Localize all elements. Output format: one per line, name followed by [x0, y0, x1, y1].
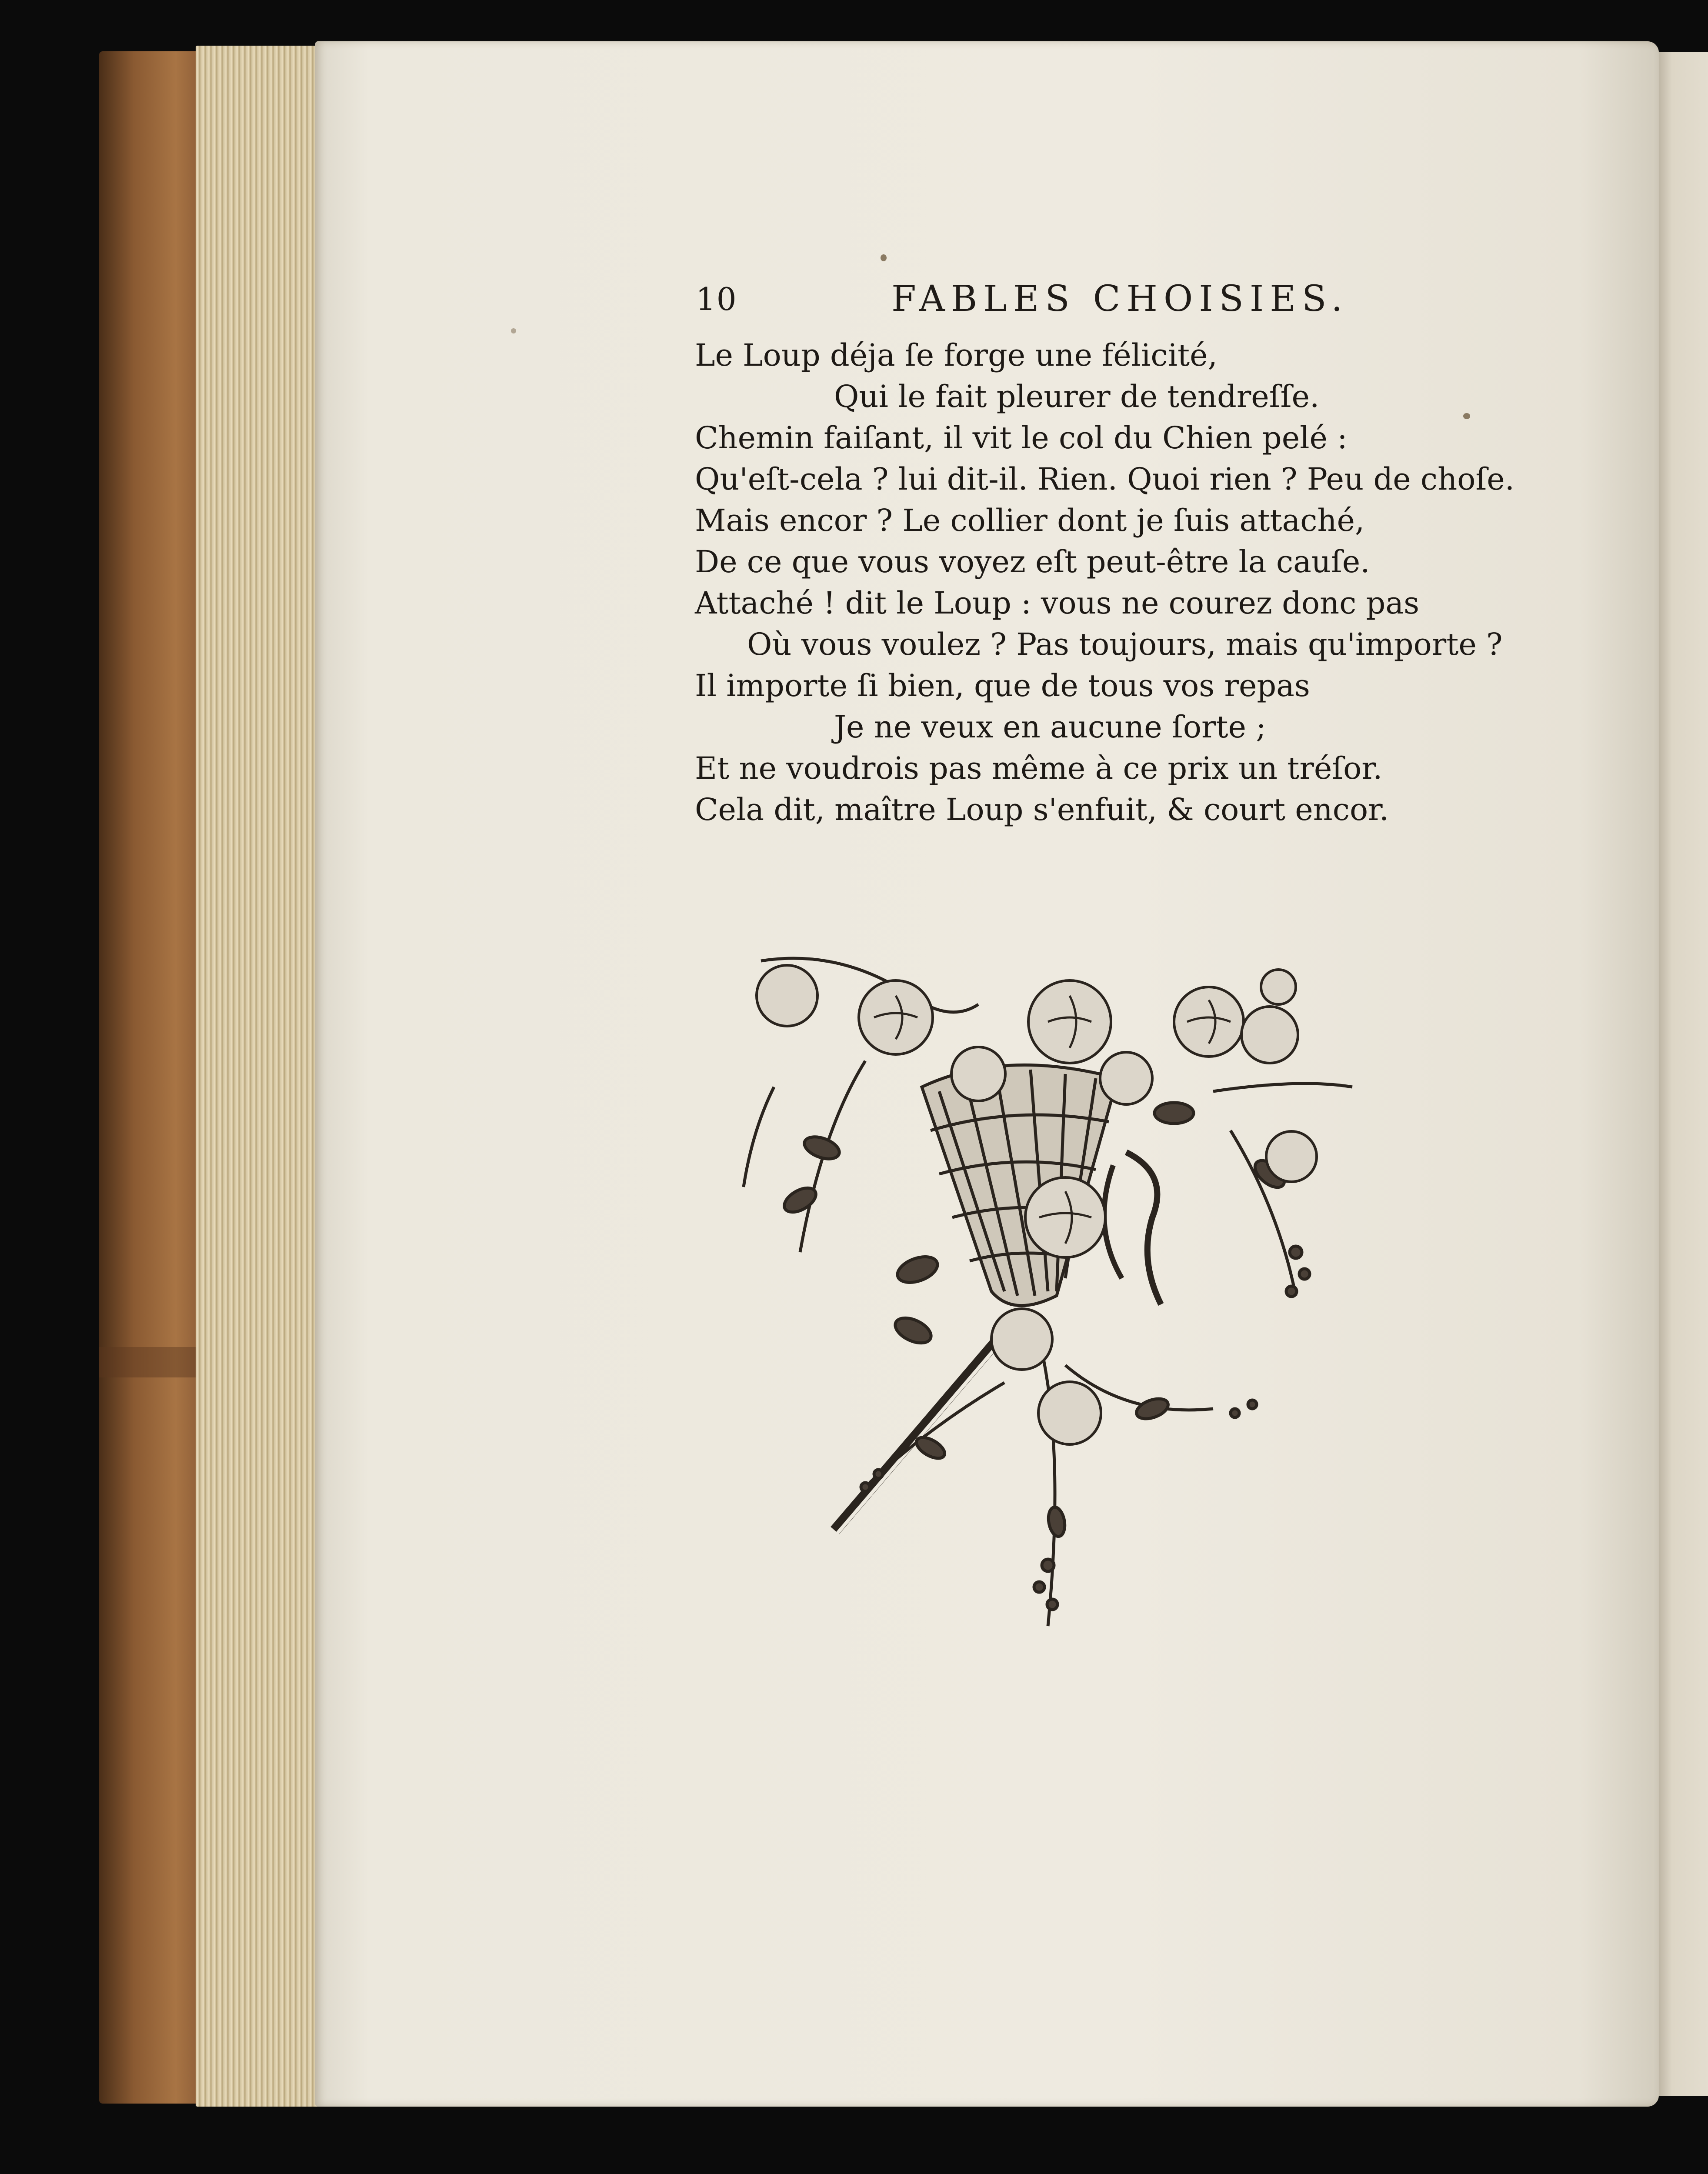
verse-line: Où vous voulez ? Pas toujours, mais qu'importe ? [747, 627, 1503, 662]
verse-block [695, 335, 1515, 830]
page-number: 10 [696, 281, 737, 317]
verse-line: Le Loup déja ſe forge une félicité, [695, 337, 1218, 373]
verse-line: Cela dit, maître Loup s'enfuit, & court encor. [695, 792, 1389, 827]
paper-speck [1463, 413, 1470, 419]
flower-basket-engraving-icon [735, 948, 1391, 1652]
verse-line: Je ne veux en aucune ſorte ; [834, 709, 1266, 745]
running-head [696, 278, 1349, 326]
running-title: FABLES CHOISIES. [891, 278, 1349, 320]
verse-line: Qu'eſt-cela ? lui dit-il. Rien. Quoi rien ? Peu de choſe. [695, 461, 1515, 497]
paper-speck [881, 254, 887, 261]
page-edges [196, 46, 322, 2107]
verse-line: De ce que vous voyez eſt peut-être la cauſe. [695, 544, 1370, 580]
verse-line: Chemin faiſant, il vit le col du Chien pelé : [695, 420, 1348, 456]
facing-page-edge [1657, 52, 1708, 2096]
verse-line: Mais encor ? Le collier dont je ſuis attaché, [695, 503, 1365, 538]
verse-line: Attaché ! dit le Loup : vous ne courez donc pas [695, 585, 1420, 621]
paper-speck [511, 328, 516, 333]
verse-line: Qui le fait pleurer de tendreſſe. [834, 379, 1320, 414]
verse-line: Et ne voudrois pas même à ce prix un tréſor. [695, 750, 1383, 786]
verse-line: Il importe ſi bien, que de tous vos repas [695, 668, 1310, 704]
